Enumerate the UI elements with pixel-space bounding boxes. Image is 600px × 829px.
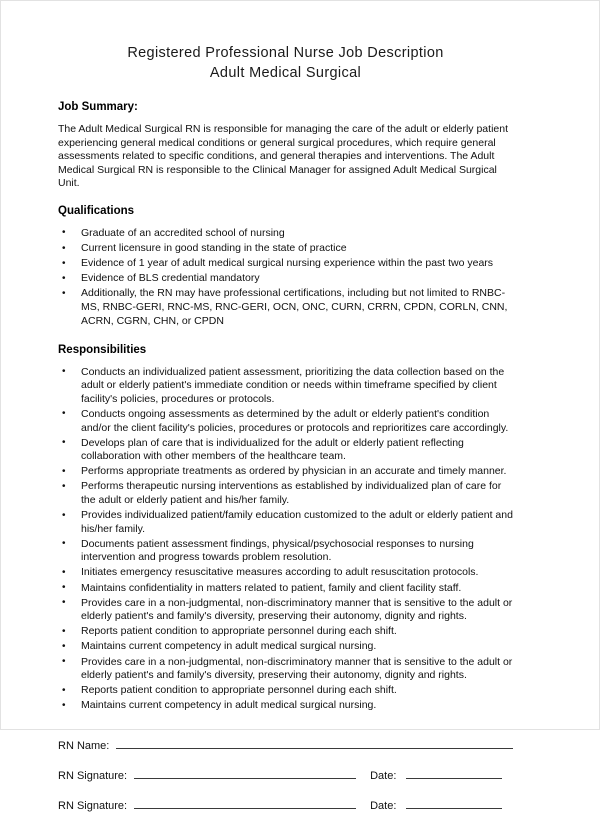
date-label: Date:	[370, 799, 397, 812]
list-item: • Maintains confidentiality in matters related to patient, family and client facility staff.	[58, 582, 513, 596]
list-item: • Develops plan of care that is individualized for the adult or elderly patient reflecting collaboration with other members of the healthcare team.	[58, 437, 513, 464]
page-title-line-2: Adult Medical Surgical	[209, 65, 362, 81]
page-title	[58, 1, 513, 83]
list-item: • Initiates emergency resuscitative measures according to adult resuscitation protocols.	[58, 566, 513, 580]
rn-signature-label: RN Signature:	[58, 769, 128, 782]
list-item: • Provides individualized patient/family education customized to the adult or elderly patient and his/her family.	[58, 509, 513, 536]
list-item: • Conducts an individualized patient assessment, prioritizing the data collection based on the adult or elderly patient's immediate condition or needs within timeframe specified by client facility's policies, procedures or protocols.	[58, 366, 513, 407]
rn-name-label: RN Name:	[58, 739, 110, 752]
responsibilities-list	[58, 366, 513, 713]
list-item: • Current licensure in good standing in the state of practice	[58, 242, 513, 256]
signature-block	[58, 739, 513, 812]
date-field[interactable]	[406, 769, 502, 779]
list-item: • Provides care in a non-judgmental, non-discriminatory manner that is sensitive to the adult or elderly patient's and family's diversity, preserving their autonomy, dignity and rights.	[58, 656, 513, 683]
page-title-line-1: Registered Professional Nurse Job Description	[127, 45, 444, 61]
list-item: • Reports patient condition to appropriate personnel during each shift.	[58, 684, 513, 698]
list-item: • Maintains current competency in adult medical surgical nursing.	[58, 699, 513, 713]
responsibilities-heading: Responsibilities	[58, 343, 147, 356]
list-item: • Maintains current competency in adult medical surgical nursing.	[58, 640, 513, 654]
document-content	[58, 1, 513, 829]
date-label: Date:	[370, 769, 397, 782]
qualifications-heading: Qualifications	[58, 204, 135, 217]
list-item: • Conducts ongoing assessments as determined by the adult or elderly patient's condition and/or the client facility's policies, procedures or protocols and reprioritizes care accordingly.	[58, 408, 513, 435]
qualifications-list	[58, 227, 513, 328]
list-item: • Performs therapeutic nursing interventions as established by individualized plan of care for the adult or elderly patient and his/her family.	[58, 480, 513, 507]
list-item: • Evidence of BLS credential mandatory	[58, 272, 513, 286]
list-item: • Additionally, the RN may have professional certifications, including but not limited to RNBC-MS, RNBC-GERI, RNC-MS, RNC-GERI, OCN, ONC, CURN, CRRN, CPDN, CORLN, CNN, ACRN, CGRN, CHN, or CPDN	[58, 287, 513, 328]
list-item: • Reports patient condition to appropriate personnel during each shift.	[58, 625, 513, 639]
rn-signature-label: RN Signature:	[58, 799, 128, 812]
list-item: • Provides care in a non-judgmental, non-discriminatory manner that is sensitive to the adult or elderly patient's and family's diversity, preserving their autonomy, dignity and rights.	[58, 597, 513, 624]
rn-name-row	[58, 739, 513, 752]
rn-name-field[interactable]	[116, 739, 513, 749]
job-summary-heading: Job Summary:	[58, 101, 138, 113]
list-item: • Evidence of 1 year of adult medical surgical nursing experience within the past two years	[58, 257, 513, 271]
rn-signature-row-2	[58, 799, 513, 812]
rn-signature-field[interactable]	[134, 799, 356, 809]
date-field[interactable]	[406, 799, 502, 809]
rn-signature-field[interactable]	[134, 769, 356, 779]
list-item: • Performs appropriate treatments as ordered by physician in an accurate and timely manner.	[58, 465, 513, 479]
rn-signature-row-1	[58, 769, 513, 782]
list-item: • Documents patient assessment findings, physical/psychosocial responses to nursing intervention and progress towards problem resolution.	[58, 538, 513, 565]
job-summary-paragraph: The Adult Medical Surgical RN is responsible for managing the care of the adult or elderly patient experiencing general medical conditions or general surgical procedures, which require general assessments related to specific conditions, and general therapies and interventions. The Adult Medical Surgical RN is responsible to the Clinical Manager for assigned Adult Medical Surgical Unit.	[58, 123, 508, 190]
list-item: • Graduate of an accredited school of nursing	[58, 227, 513, 241]
